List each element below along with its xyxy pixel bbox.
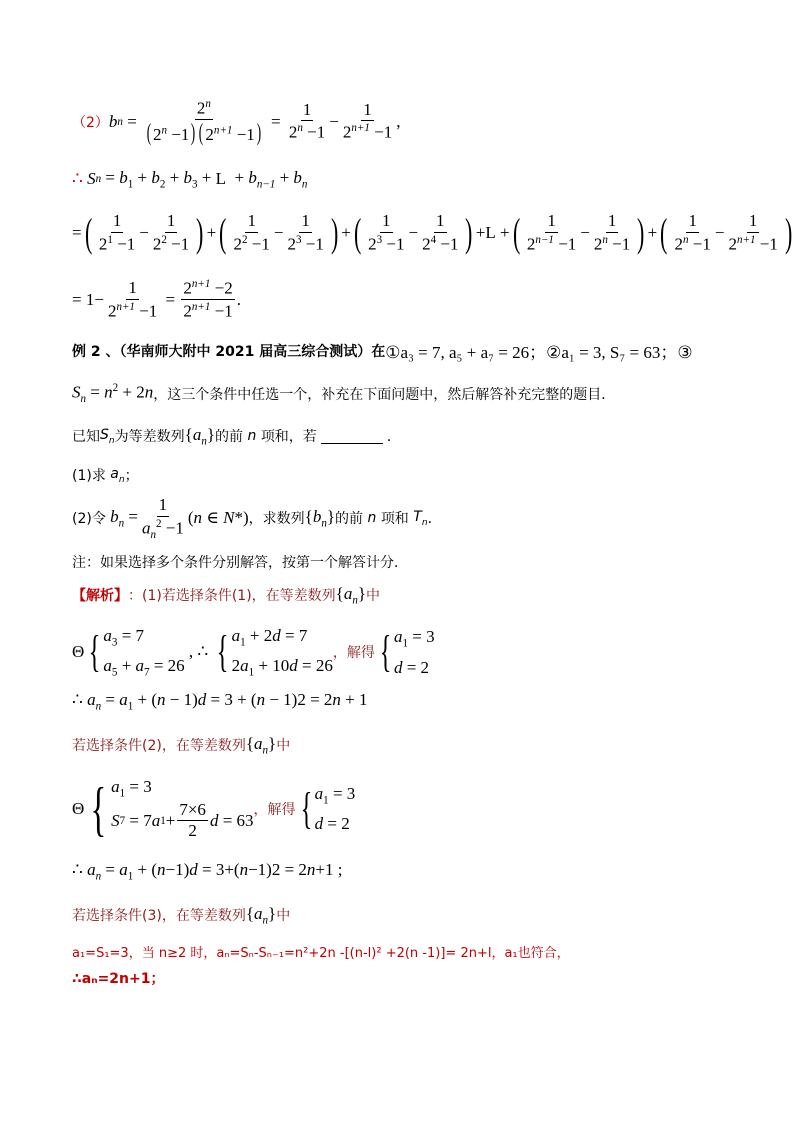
system-cond1: Θ { $a_3 = 7$ $a_5 + a_7 = 26$ , ∴ { $a_1 + 2d = 7$ $2a_1 + 10d = 26$ ，解得 { $a_1 = 3$ d = 2 bbox=[72, 626, 435, 679]
therefore-symbol: ∴ bbox=[72, 169, 83, 189]
question-1: (1)求 $a_n$ ； bbox=[72, 465, 139, 485]
cond3-heading: 若选择条件(3)，在等差数列 $\{a_n\}$ 中 bbox=[72, 904, 291, 927]
cond2-heading: 若选择条件(2)，在等差数列 $\{a_n\}$ 中 bbox=[72, 734, 291, 757]
part2-label: （2） bbox=[72, 114, 109, 131]
telescoping-sum: = ( $\frac{1}{2^1 -1}$ − $\frac{1}{2^2 -1}$ ) + ( $\frac{1}{2^2 -1}$ − $\frac{1}{2^3 -1}$ ) + ( $\frac{1}{2^3 -1}$ − $\frac{1}{2^4 -1}$ ) +L + ( $\frac{1}{2^{n-1} -1}$ − $\frac{1}{2^n -1}$ ) + ( $\frac{1}{2^n -1}$ − $\frac{1}{2^{n+1} -1}$ ) bbox=[72, 210, 793, 256]
sum-result: = 1− $\frac{1}{2^{n+1} -1}$ = $\frac{2^{n+1} -2}{2^{n+1} -1}$ . bbox=[72, 277, 241, 321]
result-cond1: ∴ $a_n = a_1 + (n - 1)d = 3 + (n - 1)2 = 2n + 1$ bbox=[72, 690, 368, 713]
note: 注：如果选择多个条件分别解答，按第一个解答计分． bbox=[72, 555, 408, 571]
known-statement: 已知 $S_n$ 为等差数列 $\{a_n\}$ 的前 n 项和，若 ． bbox=[72, 425, 401, 448]
fill-in-blank bbox=[321, 429, 383, 444]
final-result: ∴aₙ=2n+1； bbox=[72, 971, 165, 987]
question-2: (2)令 $b_n$ = $\frac{1}{a_n^2 -1}$ (n ∈ N*) ，求数列 $\{b_n\}$ 的前 n 项和 $T_n$ ． bbox=[72, 495, 442, 541]
sum-definition: ∴ S n = $b_1 + b_2 + b_3$ + L + $b_{n-1} + b_n$ bbox=[72, 168, 308, 191]
example-line-2: $S_n = n^2 + 2n$ ，这三个条件中任选一个，补充在下面问题中，然后解答补充完整的题目． bbox=[72, 382, 616, 406]
example-title: 例 2 、（华南师大附中 2021 届高三综合测试）在 ①a₃ = 7, a₅ + a₇ = 26；②a₁ = 3, S₇ = 63；③ bbox=[72, 343, 693, 362]
result-cond2: ∴ $a_n = a_1 + (n-1)d = 3+(n-1)2 = 2n+1$ ; bbox=[72, 860, 343, 883]
analysis-heading: 【解析】 ：(1)若选择条件(1)，在等差数列 $\{a_n\}$ 中 bbox=[72, 584, 381, 607]
system-cond2: Θ { $a_1 = 3$ S 7 = 7 a 1 + $\frac{7\times 6}{2}$ d = 63 ，解得 { $a_1 = 3$ d = 2 bbox=[72, 775, 356, 842]
part2-formula: （2） b n = $\frac{2^n}{( 2^n -1) ( 2^{n+1} -1)}$ = $\frac{1}{2^n -1}$ − $\frac{1}{2^{n+1} -1}$ , bbox=[72, 98, 401, 147]
cond3-derivation: a₁=S₁=3，当 n≥2 时，aₙ=Sₙ-Sₙ₋₁=n²+2n -[(n-l)² +2(n -1)]= 2n+l，a₁也符合， bbox=[72, 946, 570, 961]
